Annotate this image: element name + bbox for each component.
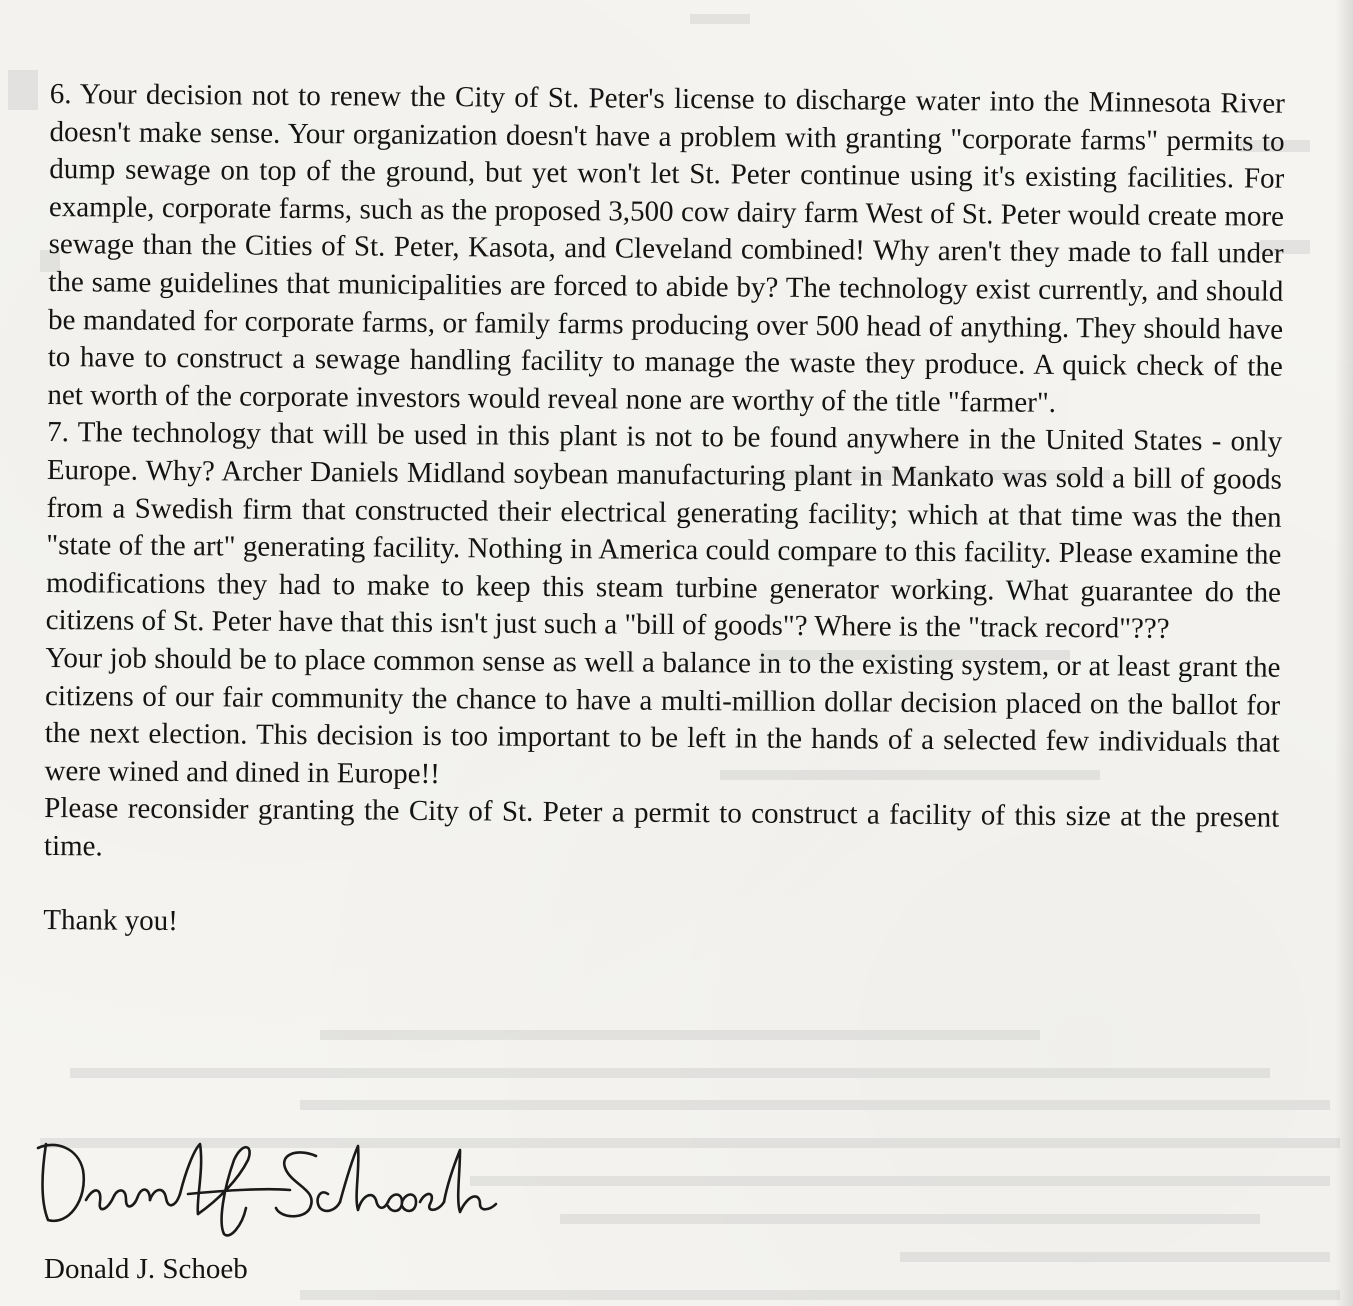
signature-name: Donald J. Schoeb: [44, 1253, 248, 1285]
paragraph-your-job: Your job should be to place common sense as well a balance in to the existing system, or at least grant the citizens of our fair community the chance to have a multi-million dollar decision placed on the ballot for the next election. This decision is too important to be left in the hands of a selected few individuals that were wined and dined in Europe!!: [44, 641, 1281, 790]
paragraph-reconsider: Please reconsider granting the City of St. Peter a permit to construct a facility of this size at the present time.: [43, 792, 1280, 863]
paragraph-item-6: 6. Your decision not to renew the City of St. Peter's license to discharge water into the Minnesota River doesn't make sense. Your organization doesn't have a problem with granting "corporate farms" permits to dump sewage on top of the ground, but yet won't let St. Peter continue using it's existing facilities. For example, corporate farms, such as the proposed 3,500 cow dairy farm West of St. Peter would create more sewage than the Cities of St. Peter, Kasota, and Cleveland combined! Why aren't they made to fall under the same guidelines that municipalities are forced to abide by? The technology exist currently, and should be mandated for corporate farms, or family farms producing over 500 head of anything. They should have to have to construct a sewage handling facility to manage the waste they produce. A quick check of the net worth of the corporate investors would reveal none are worthy of the title "farmer".: [47, 77, 1285, 419]
page-edge-shadow: [1335, 0, 1353, 1306]
closing-line: Thank you!: [43, 904, 178, 938]
handwritten-signature: [28, 1130, 498, 1240]
letter-body: [43, 76, 1285, 950]
paragraph-item-7: 7. The technology that will be used in this plant is not to be found anywhere in the United States - only Europe. Why? Archer Daniels Midland soybean manufacturing plant in Mankato was sold a bill of goods from a Swedish firm that constructed their electrical generating facility; which at that time was the then "state of the art" generating facility. Nothing in America could compare to this facility. Please examine the modifications they had to make to keep this steam turbine generator working. What guarantee do the citizens of St. Peter have that this isn't just such a "bill of goods"? Where is the "track record"???: [45, 416, 1283, 646]
